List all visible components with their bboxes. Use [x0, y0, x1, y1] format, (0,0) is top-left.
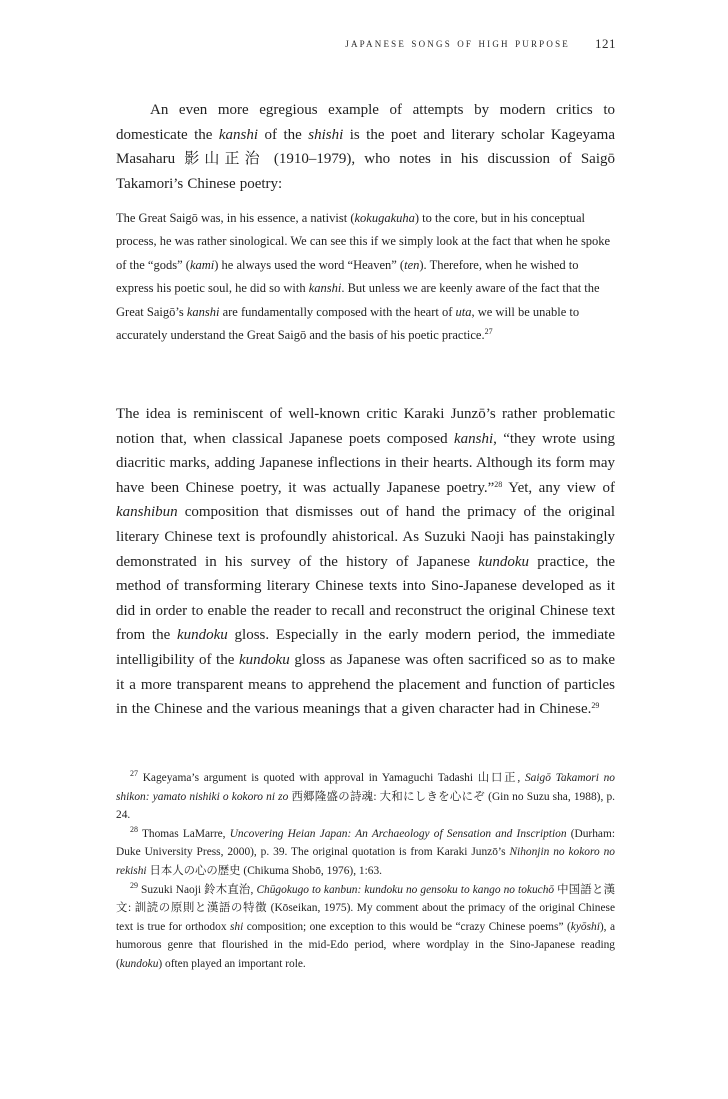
footnote-27	[116, 769, 615, 825]
text-run: Suzuki Naoji 鈴木直治,	[138, 883, 257, 896]
text-run: ). Therefore, when he wished to express his poetic soul, he did so with	[116, 257, 579, 296]
text-run: , “they wrote using diacritic marks, adding Japanese inflections in their hearts. Although its form may have been Chinese poetry, it was actually Japanese poetry.”	[116, 430, 615, 496]
text-run: gloss. Especially in the early modern period, the immediate intelligibility of the	[116, 627, 615, 668]
footnote-ref-28[interactable]: 28	[494, 479, 503, 489]
text-run: 日本人の心の歴史 (Chikuma Shobō, 1976), 1:63.	[146, 864, 382, 877]
italic-term: shishi	[308, 126, 344, 143]
footnote-number: 29	[130, 880, 138, 890]
italic-term: kanshi	[453, 430, 494, 447]
text-run: 西郷隆盛の詩魂: 大和にしきを心にぞ (Gin no Suzu sha, 1988), p. 24.	[116, 790, 615, 822]
text-run: (Durham: Duke University Press, 2000), p. 39. The original quotation is from Karaki Junzō’s	[116, 827, 615, 859]
text-run: is the poet and literary scholar Kageyama Masaharu 影山正治 (1910–1979), who notes in his discussion of Saigō Takamori’s Chinese poetry:	[116, 126, 615, 192]
text-run: . But unless we are keenly aware of the fact that the Great Saigō’s	[116, 281, 600, 319]
footnote-number: 28	[130, 824, 138, 834]
block-quote-text	[116, 207, 615, 347]
text-run: ) often played an important role.	[158, 957, 306, 970]
footnote-ref-27[interactable]: 27	[484, 327, 493, 337]
italic-term: uta	[455, 304, 472, 319]
italic-term: kami	[189, 257, 215, 272]
text-run: composition; one exception to this would be “crazy Chinese poems” (	[243, 920, 571, 933]
text-run: ), a humorous genre that flourished in the mid-Edo period, where wordplay in the Sino-Japanese reading (	[116, 920, 616, 970]
italic-term: kanshi	[308, 281, 342, 296]
text-run: are fundamentally composed with the heart of	[219, 304, 456, 319]
block-quote	[116, 207, 615, 347]
page-number: 121	[595, 36, 616, 51]
italic-title: Saigō Takamori no shikon: yamato nishiki o kokoro ni zo	[116, 772, 615, 803]
text-run: Thomas LaMarre,	[138, 827, 230, 840]
italic-term: ten	[404, 257, 420, 272]
main-paragraph-block	[116, 402, 615, 722]
footnote-number: 27	[130, 769, 138, 778]
text-run: gloss as Japanese was often sacrificed so as to make it a more transparent means to apprehend the placement and function of particles in the Chinese and the various meanings that a given character had in Chinese.	[116, 651, 615, 718]
italic-term: kundoku	[176, 627, 228, 644]
italic-term: kokugakuha	[354, 211, 415, 225]
footnotes	[116, 769, 615, 974]
italic-title: Nihonjin no kokoro no rekishi	[116, 846, 615, 877]
italic-term: shi	[229, 920, 244, 933]
text-run: The Great Saigō was, in his essence, a nativist (	[116, 211, 355, 225]
text-run: The idea is reminiscent of well-known critic Karaki Junzō’s rather problematic notion that, when classical Japanese poets composed	[116, 406, 615, 447]
italic-term: kundoku	[478, 553, 530, 570]
italic-term: kundoku	[119, 957, 159, 970]
italic-title: Uncovering Heian Japan: An Archaeology of Sensation and Inscription	[229, 827, 567, 840]
italic-title: Chūgokugo to kanbun: kundoku no gensoku to kango no tokuchō	[256, 883, 555, 896]
italic-term: kanshi	[218, 126, 259, 143]
text-run: ) he always used the word “Heaven” (	[214, 257, 405, 272]
footnote-ref-29[interactable]: 29	[591, 701, 600, 711]
text-run: practice, the method of transforming literary Chinese texts into Sino-Japanese developed as it did in order to enable the reader to recall and reconstruct the original Chinese text from the	[116, 553, 615, 644]
text-run: Yet, any view of	[502, 479, 615, 496]
footnote-29	[116, 881, 615, 974]
text-run: , we will be unable to accurately understand the Great Saigō and the basis of his poetic practice.	[116, 304, 580, 343]
main-paragraph	[116, 402, 615, 722]
italic-term: kanshibun	[116, 504, 178, 521]
text-run: composition that dismisses out of hand the primacy of the original literary Chinese text is profoundly ahistorical. As Suzuki Naoji has painstakingly demonstrated in his survey of the history of Japanese	[116, 504, 615, 570]
text-run: Kageyama’s argument is quoted with approval in Yamaguchi Tadashi 山口正,	[138, 772, 525, 784]
italic-term: kundoku	[238, 651, 290, 668]
text-run: 中国語と漢文: 訓読の原則と漢語の特徴 (Kōseikan, 1975). My comment about the primacy of the original Chinese text is true for orthodox	[116, 883, 615, 933]
text-run: ) to the core, but in his conceptual process, he was rather sinological. We can see this if we simply look at the fact that when he spoke of the “gods” (	[116, 211, 611, 272]
italic-term: kanshi	[186, 304, 220, 319]
italic-term: kyōshi	[570, 920, 600, 933]
text-run: of the	[258, 126, 309, 143]
opening-paragraph	[116, 98, 615, 196]
running-head-text: japanese songs of high purpose	[345, 36, 570, 50]
text-run: An even more egregious example of attempts by modern critics to domesticate the	[116, 102, 615, 143]
opening-paragraph-block	[116, 98, 615, 196]
footnote-28	[116, 825, 615, 881]
running-head	[345, 36, 570, 51]
